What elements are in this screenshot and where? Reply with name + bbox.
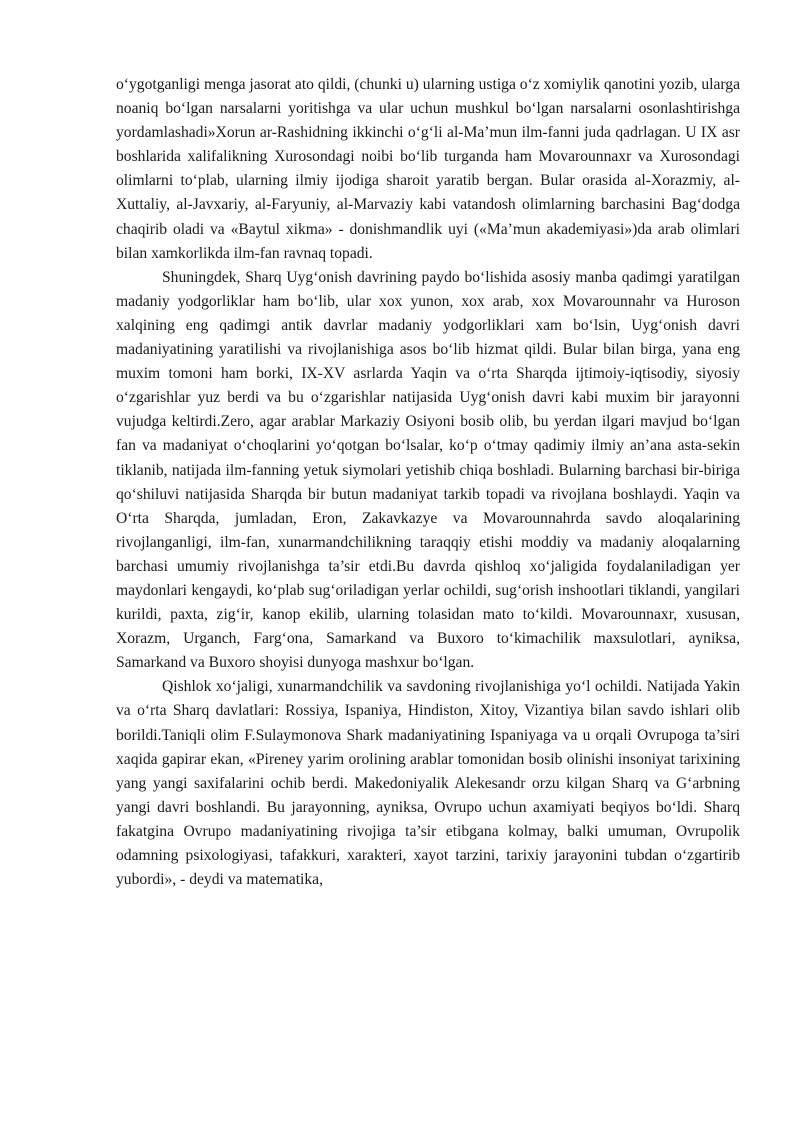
paragraph-2: Shuningdek, Sharq Uyg‘onish davrining paydo bo‘lishida asosiy manba qadimgi yaratilgan madaniy yodgorliklar ham bo‘lib, ular xox yunon, xox arab, xox Movarounnahr va Huroson xalqining eng qadimgi antik davrlar madaniy yodgorliklari xam bo‘lsin, Uyg‘onish davri madaniyatining yaratilishi va rivojlanishiga asos bo‘lib hizmat qildi. Bular bilan birga, yana eng muxim tomoni ham borki, IX-XV asrlarda Yaqin va o‘rta Sharqda ijtimoiy-iqtisodiy, siyosiy o‘zgarishlar yuz berdi va bu o‘zgarishlar natijasida Uyg‘onish davri kabi muxim bir jarayonni vujudga keltirdi.Zero, agar arablar Markaziy Osiyoni bosib olib, bu yerdan ilgari mavjud bo‘lgan fan va madaniyat o‘choqlarini yo‘qotgan bo‘lsalar, ko‘p o‘tmay qadimiy ilmiy an’ana asta-sekin tiklanib, natijada ilm-fanning yetuk siymolari yetishib chiqa boshladi. Bularning barchasi bir-biriga qo‘shiluvi natijasida Sharqda bir butun madaniyat tarkib topadi va rivojlana boshlaydi. Yaqin va O‘rta Sharqda, jumladan, Eron, Zakavkazye va Movarounnahrda savdo aloqalarining rivojlanganligi, ilm-fan, xunarmandchilikning taraqqiy etishi moddiy va madaniy aloqalarning barchasi umumiy rivojlanishga ta’sir etdi.Bu davrda qishloq xo‘jaligida foydalaniladigan yer maydonlari kengaydi, ko‘plab sug‘oriladigan yerlar ochildi, sug‘orish inshootlari tiklandi, yangilari kurildi, paxta, zig‘ir, kanop ekilib, ularning tolasidan mato to‘kildi. Movarounnaxr, xususan, Xorazm, Urganch, Farg‘ona, Samarkand va Buxoro to‘kimachilik maxsulotlari, ayniksa, Samarkand va Buxoro shoyisi dunyoga mashxur bo‘lgan. — [116, 268, 740, 672]
paragraph-1: o‘ygotganligi menga jasorat ato qildi, (chunki u) ularning ustiga o‘z xomiylik qanotini yozib, ularga noaniq bo‘lgan narsalarni yoritishga va ular uchun mushkul bo‘lgan narsalarni osonlashtirishga yordamlashadi»Xorun ar-Rashidning ikkinchi o‘g‘li al-Ma’mun ilm-fanni juda qadrlagan. U IX asr boshlarida xalifalikning Xurosondagi noibi bo‘lib turganda ham Movarounnaxr va Xurosondagi olimlarni to‘plab, ularning ilmiy ijodiga sharoit yaratib bergan. Bular orasida al-Xorazmiy, al-Xuttaliy, al-Javxariy, al-Faryuniy, al-Marvaziy kabi vatandosh olimlarning barchasini Bag‘dodga chaqirib oladi va «Baytul xikma» - donishmandlik uyi («Ma’mun akademiyasi»)da arab olimlari bilan xamkorlikda ilm-fan ravnaq topadi. — [116, 76, 740, 262]
paragraph-3: Qishlok xo‘jaligi, xunarmandchilik va savdoning rivojlanishiga yo‘l ochildi. Natijada Yakin va o‘rta Sharq davlatlari: Rossiya, Ispaniya, Hindiston, Xitoy, Vizantiya bilan savdo ishlari olib borildi.Taniqli olim F.Sulaymonova Shark madaniyatining Ispaniyaga va u orqali Ovrupoga ta’siri xaqida gapirar ekan, «Pireney yarim orolining arablar tomonidan bosib olinishi insoniyat tarixining yang yangi saxifalarini ochib berdi. Makedoniyalik Alekesandr orzu kilgan Sharq va G‘arbning yangi davri boshlandi. Bu jarayonning, ayniksa, Ovrupo uchun axamiyati beqiyos bo‘ldi. Sharq fakatgina Ovrupo madaniyatining rivojiga ta’sir etibgana kolmay, balki umuman, Ovrupolik odamning psixologiyasi, tafakkuri, xarakteri, xayot tarzini, tarixiy jarayonini tubdan o‘zgartirib yubordi», - deydi va matematika, — [116, 678, 740, 889]
document-page — [116, 73, 740, 892]
